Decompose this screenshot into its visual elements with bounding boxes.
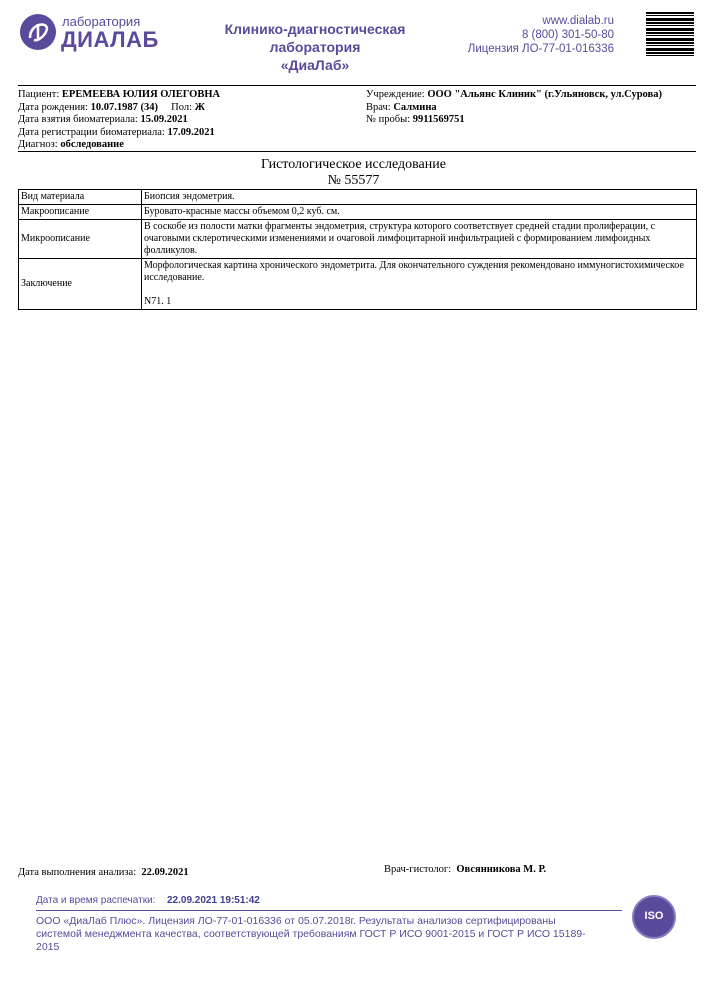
registration-label: Дата регистрации биоматериала:: [18, 126, 165, 138]
print-date-value: 22.09.2021 19:51:42: [167, 895, 260, 906]
lab-title-line2: «ДиаЛаб»: [280, 57, 350, 73]
doctor-value: Салмина: [393, 101, 437, 113]
footer-divider: [36, 910, 622, 911]
logo-mark-icon: [20, 14, 56, 50]
dob-value: 10.07.1987 (34): [90, 101, 159, 113]
histologist-label: Врач-гистолог:: [384, 864, 452, 875]
taken-label: Дата взятия биоматериала:: [18, 114, 138, 125]
institution-label: Учреждение:: [366, 89, 425, 100]
logo-subtitle: лаборатория: [62, 14, 141, 29]
barcode-icon: [646, 12, 694, 56]
sample-row: [366, 114, 465, 127]
header-divider: [18, 85, 696, 86]
study-number: № 55577: [327, 173, 380, 188]
institution-row: [366, 89, 662, 102]
conclusion-text: Морфологическая картина хронического эндометрита. Для окончательного суждения рекомендовано иммуногистохимическое исследование.: [144, 260, 684, 283]
iso-badge-label: ISO: [644, 910, 664, 922]
doctor-row: [366, 102, 437, 115]
legal-text: ООО «ДиаЛаб Плюс». Лицензия ЛО-77-01-016336 от 05.07.2018г. Результаты анализов сертифицированы системой менеджмента качества, соответствующей требованиям ГОСТ Р ИСО 9001-2015 и ГОСТ Р ИСО 15189-2015: [36, 915, 586, 953]
doctor-label: Врач:: [366, 101, 391, 113]
patient-row: [18, 89, 220, 102]
taken-value: 15.09.2021: [140, 114, 188, 125]
logo-name: ДИАЛАБ: [61, 27, 159, 52]
institution-value: ООО "Альянс Клиник" (г.Ульяновск, ул.Сурова): [427, 89, 662, 100]
row-label: Микроописание: [19, 220, 142, 259]
histologist-name: Овсянникова М. Р.: [456, 864, 547, 875]
dob-row: [18, 102, 205, 115]
taken-row: [18, 114, 188, 127]
lab-title: [180, 20, 450, 74]
analysis-date-row: [18, 867, 189, 878]
lab-title-line1: Клинико-диагностическая лаборатория: [224, 21, 406, 55]
row-label: Вид материала: [19, 190, 142, 205]
dob-label: Дата рождения:: [18, 101, 89, 113]
row-value: Биопсия эндометрия.: [142, 190, 697, 205]
registration-value: 17.09.2021: [167, 126, 215, 138]
analysis-date-value: 22.09.2021: [141, 867, 189, 878]
sample-value: 9911569751: [412, 114, 465, 125]
row-value: В соскобе из полости матки фрагменты эндометрия, структура которого соответствует средней стадии пролиферации, с очаговыми склеротическими изменениями и очаговой лимфоцитарной инфильтрацией с формированием лимфоидных фолликулов.: [142, 220, 697, 259]
iso-badge-icon: [632, 895, 676, 939]
table-row: [19, 259, 697, 310]
registration-row: [18, 127, 215, 140]
patient-label: Пациент:: [18, 89, 60, 100]
diagnosis-row: [18, 139, 124, 152]
analysis-date-label: Дата выполнения анализа:: [18, 867, 137, 878]
diagnosis-label: Диагноз:: [18, 139, 58, 150]
row-label: Макроописание: [19, 205, 142, 220]
histologist-row: [384, 864, 546, 875]
sex-value: Ж: [194, 101, 206, 113]
row-value: [142, 259, 697, 310]
phone-number: 8 (800) 301-50-80: [521, 29, 614, 41]
row-value: Буровато-красные массы объемом 0,2 куб. см.: [142, 205, 697, 220]
icd-code: N71. 1: [144, 296, 172, 307]
license-text: Лицензия ЛО-77-01-016336: [467, 43, 614, 55]
sample-label: № пробы:: [366, 114, 411, 125]
study-title: Гистологическое исследование: [261, 157, 446, 172]
results-table: [18, 189, 697, 310]
row-label: Заключение: [19, 259, 142, 310]
website-link[interactable]: www.dialab.ru: [542, 15, 614, 27]
table-row: [19, 205, 697, 220]
table-row: [19, 190, 697, 205]
sex-label: Пол:: [171, 101, 193, 113]
info-divider: [18, 151, 696, 152]
print-date-label: Дата и время распечатки:: [36, 895, 156, 906]
table-row: [19, 220, 697, 259]
lab-contacts: [440, 14, 614, 56]
patient-name: ЕРЕМЕЕВА ЮЛИЯ ОЛЕГОВНА: [61, 89, 221, 100]
diagnosis-value: обследование: [60, 139, 124, 150]
